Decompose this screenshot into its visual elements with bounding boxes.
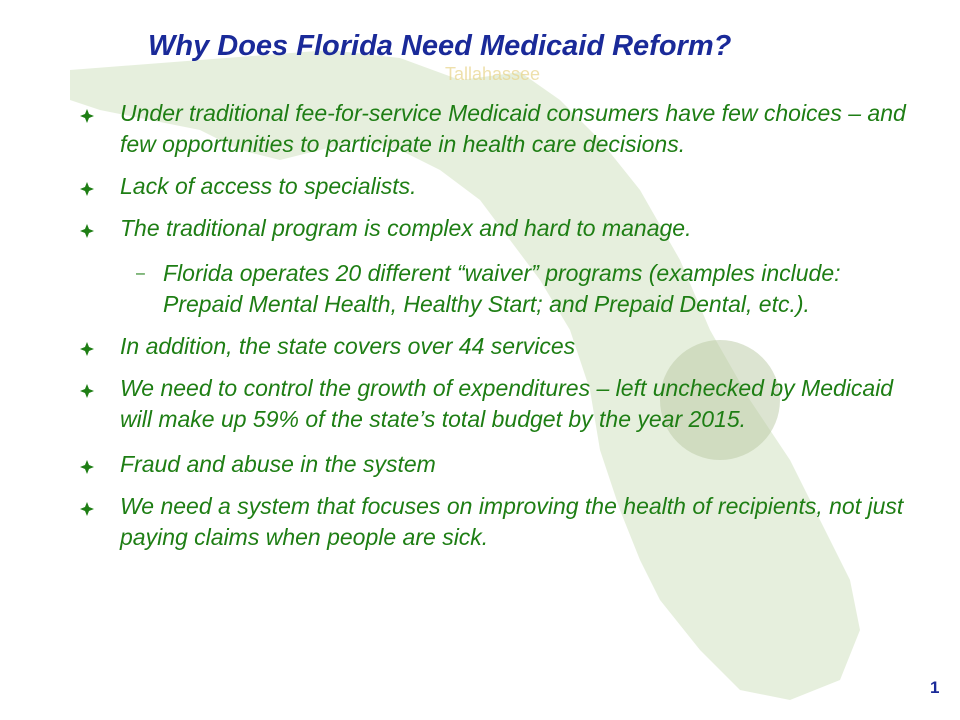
bullet-item xyxy=(80,171,920,202)
bullet-text: We need to control the growth of expenditures – left unchecked by Medicaid will make up 59% of the state’s total budget by the year 2015. xyxy=(120,375,894,432)
bullet-text: Under traditional fee-for-service Medicaid consumers have few choices – and few opportunities to participate in health care decisions. xyxy=(120,100,906,157)
bullet-item xyxy=(80,373,920,435)
diamond-bullet-icon xyxy=(80,502,94,516)
bullet-text: We need a system that focuses on improving the health of recipients, not just paying claims when people are sick. xyxy=(120,493,904,550)
diamond-bullet-icon xyxy=(80,384,94,398)
bullet-item xyxy=(80,213,920,244)
diamond-bullet-icon xyxy=(80,342,94,356)
bullet-text: The traditional program is complex and hard to manage. xyxy=(120,215,692,241)
dash-marker: – xyxy=(136,265,145,282)
bullet-text: Lack of access to specialists. xyxy=(120,173,417,199)
sub-bullet-item xyxy=(80,258,920,320)
diamond-bullet-icon xyxy=(80,224,94,238)
tallahassee-label: Tallahassee xyxy=(445,64,541,84)
sub-bullet-text: Florida operates 20 different “waiver” programs (examples include: Prepaid Mental Health, Healthy Start; and Prepaid Dental, etc.). xyxy=(163,260,841,317)
bullet-item xyxy=(80,98,920,160)
slide-title: Why Does Florida Need Medicaid Reform? xyxy=(148,30,732,62)
diamond-bullet-icon xyxy=(80,460,94,474)
diamond-bullet-icon xyxy=(80,182,94,196)
bullet-item xyxy=(80,491,920,553)
diamond-bullet-icon xyxy=(80,109,94,123)
bullet-item xyxy=(80,449,920,480)
bullet-list xyxy=(80,98,920,553)
page-number: 1 xyxy=(930,678,940,697)
bullet-text: Fraud and abuse in the system xyxy=(120,451,436,477)
bullet-item xyxy=(80,331,920,362)
bullet-text: In addition, the state covers over 44 services xyxy=(120,333,576,359)
